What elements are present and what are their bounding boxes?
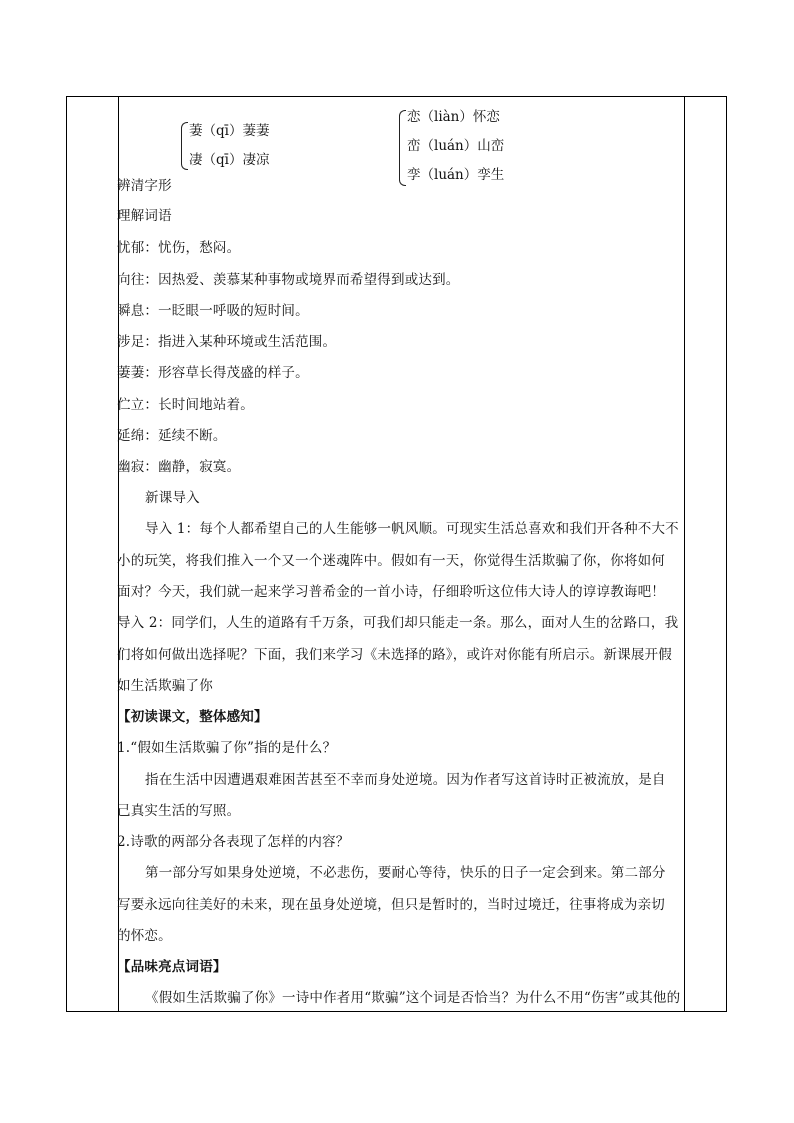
answer-1-line: 指在生活中因遭遇艰难困苦甚至不幸而身处逆境。因为作者写这首诗时正被流放，是自 — [145, 772, 666, 788]
vocab-item: 萋萋：形容草长得茂盛的样子。 — [117, 365, 309, 381]
section-heading-vocab: 理解词语 — [117, 208, 172, 224]
right-column-divider — [684, 97, 685, 1011]
intro1-line: 小的玩笑，将我们推入一个又一个迷魂阵中。假如有一天，你觉得生活欺骗了你，你将如何 — [117, 553, 665, 569]
vocab-item: 延绵：延续不断。 — [117, 428, 227, 444]
pinyin-item: 峦（luán）山峦 — [407, 138, 505, 154]
vocab-item: 忧郁：忧伤，愁闷。 — [117, 240, 241, 256]
question-1: 1.“假如生活欺骗了你”指的是什么？ — [117, 740, 337, 756]
vocab-item: 涉足：指进入某种环境或生活范围。 — [117, 334, 337, 350]
section-heading-distinguish: 辨清字形 — [117, 178, 172, 194]
pinyin-item: 恋（liàn）怀恋 — [407, 109, 500, 125]
answer-1-line: 己真实生活的写照。 — [117, 803, 241, 819]
question-2: 2.诗歌的两部分各表现了怎样的内容？ — [117, 834, 350, 850]
vocab-item: 幽寂：幽静，寂寞。 — [117, 459, 241, 475]
intro2-line: 导入 2：同学们，人生的道路有千万条，可我们却只能走一条。那么，面对人生的岔路口，我 — [117, 615, 679, 631]
pinyin-item: 萋（qī）萋萋 — [189, 123, 270, 139]
answer-2-line: 的怀恋。 — [117, 928, 172, 944]
brace-group1 — [181, 122, 188, 170]
intro2-line: 如生活欺骗了你 — [117, 678, 213, 694]
vocab-item: 瞬息：一眨眼一呼吸的短时间。 — [117, 303, 309, 319]
brace-group2 — [399, 110, 406, 186]
answer-2-line: 写要永远向往美好的未来，现在虽身处逆境，但只是暂时的，当时过境迁，往事将成为亲切 — [117, 897, 665, 913]
section-heading-highlight: 【品味亮点词语】 — [117, 959, 227, 975]
pinyin-item: 凄（qī）凄凉 — [189, 152, 270, 168]
section-heading-new-lesson: 新课导入 — [145, 490, 200, 506]
pinyin-item: 孪（luán）孪生 — [407, 167, 505, 183]
section-heading-first-read: 【初读课文，整体感知】 — [117, 709, 268, 725]
question-3: 《假如生活欺骗了你》一诗中作者用“欺骗”这个词是否恰当？为什么不用“伤害”或其他的 — [145, 990, 681, 1006]
intro1-line: 面对？今天，我们就一起来学习普希金的一首小诗，仔细聆听这位伟大诗人的谆谆教诲吧！ — [117, 584, 665, 600]
vocab-item: 伫立：长时间地站着。 — [117, 397, 254, 413]
intro1-line: 导入 1：每个人都希望自己的人生能够一帆风顺。可现实生活总喜欢和我们开各种不大不 — [145, 521, 679, 537]
intro2-line: 们将如何做出选择呢？下面，我们来学习《未选择的路》，或许对你能有所启示。新课展开假 — [117, 647, 672, 663]
content-cell — [117, 96, 683, 1012]
answer-2-line: 第一部分写如果身处逆境，不必悲伤，要耐心等待，快乐的日子一定会到来。第二部分 — [145, 865, 666, 881]
vocab-item: 向往：因热爱、羡慕某种事物或境界而希望得到或达到。 — [117, 272, 460, 288]
